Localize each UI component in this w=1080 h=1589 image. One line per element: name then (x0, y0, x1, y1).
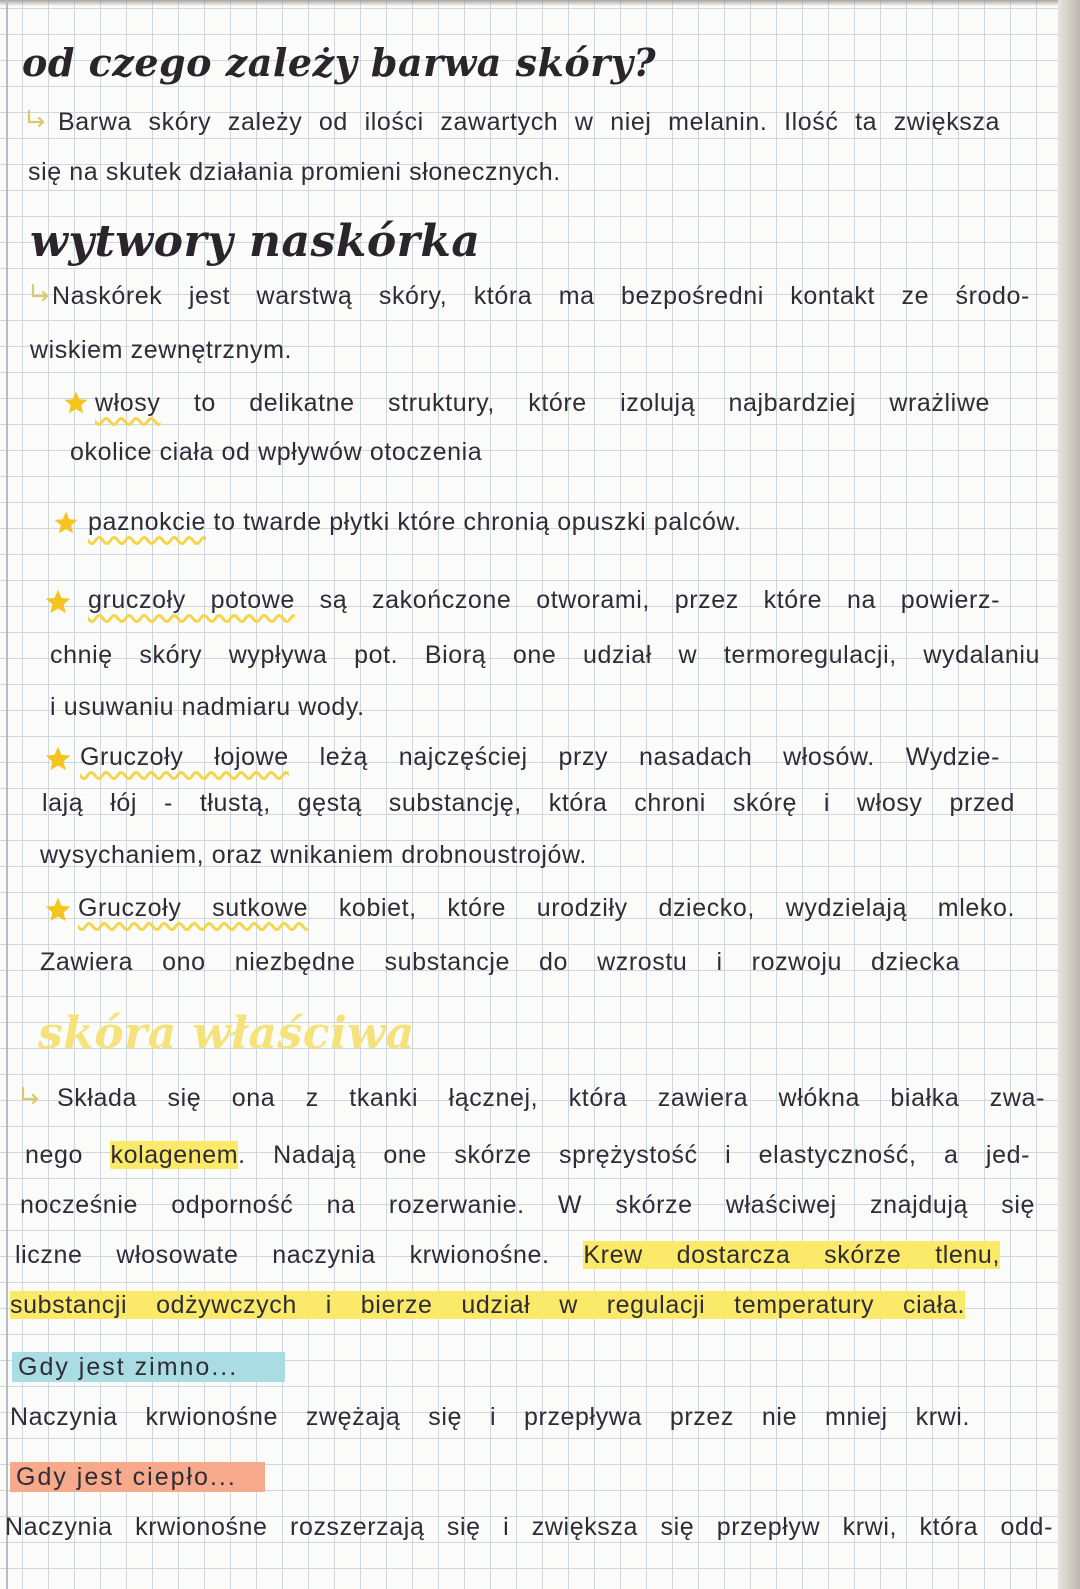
term-sebaceous-glands: Gruczoły łojowe (80, 743, 289, 771)
paragraph-line (10, 1290, 965, 1320)
list-item (78, 893, 1015, 923)
paragraph-line: Składa się ona z tkanki łącznej, która zawiera włókna białka zwa- (57, 1084, 1045, 1112)
text-segment: . Nadają one skórze sprężystość i elastyczność, a jed- (238, 1141, 1031, 1169)
term-hair: włosy (95, 389, 161, 417)
warm-label: Gdy jest ciepło... (10, 1462, 265, 1492)
item-text: są zakończone otworami, przez które na powierz- (294, 586, 1000, 614)
paper-right-edge (1058, 0, 1080, 1589)
paper-top-edge (0, 0, 1080, 6)
paragraph-line: się na skutek działania promieni słonecznych. (28, 158, 561, 186)
paragraph-line (25, 1140, 1030, 1170)
paragraph-line: wiskiem zewnętrznym. (30, 336, 293, 364)
star-bullet-icon (63, 390, 89, 416)
warm-label-row (10, 1462, 265, 1492)
term-mammary-glands: Gruczoły sutkowe (78, 894, 309, 922)
heading-skin-color: od czego zależy barwa skóry? (22, 40, 657, 85)
item-continuation: i usuwaniu nadmiaru wody. (50, 693, 365, 721)
heading-dermis: skóra właściwa (38, 1008, 415, 1059)
star-bullet-icon (44, 745, 72, 773)
item-continuation: okolice ciała od wpływów otoczenia (70, 438, 483, 466)
paragraph-line (15, 1240, 1000, 1270)
item-text: leżą najczęściej przy nasadach włosów. Wydzie- (288, 743, 1000, 771)
list-item (88, 585, 1000, 615)
paragraph-line: nocześnie odporność na rozerwanie. W skórze właściwej znajdują się (20, 1191, 1035, 1219)
star-bullet-icon (44, 896, 72, 924)
cold-label-row (12, 1352, 285, 1382)
item-text: to delikatne struktury, które izolują najbardziej wrażliwe (160, 389, 990, 417)
arrow-icon (18, 1085, 42, 1109)
arrow-icon (28, 282, 52, 306)
item-continuation: chnię skóry wypływa pot. Biorą one udział w termoregulacji, wydalaniu (50, 641, 1040, 669)
item-continuation: wysychaniem, oraz wnikaniem drobnoustrojów. (40, 841, 587, 869)
list-item (95, 388, 990, 418)
item-continuation: Zawiera ono niezbędne substancje do wzrostu i rozwoju dziecka (40, 948, 960, 976)
list-item (80, 742, 1000, 772)
warm-text: Naczynia krwionośne rozszerzają się i zwiększa się przepływ krwi, która odd- (5, 1513, 1053, 1541)
item-text: to twarde płytki które chronią opuszki palców. (205, 508, 742, 536)
paper-left-edge (6, 0, 8, 1589)
cold-label: Gdy jest zimno... (12, 1352, 285, 1382)
paragraph-line: Barwa skóry zależy od ilości zawartych w niej melanin. Ilość ta zwiększa (58, 108, 1000, 136)
item-continuation: lają łój - tłustą, gęstą substancję, która chroni skórę i włosy przed (42, 789, 1015, 817)
highlight-collagen: kolagenem (110, 1141, 239, 1169)
highlight-blood-role: substancji odżywczych i bierze udział w regulacji temperatury ciała. (10, 1291, 965, 1319)
item-text: kobiet, które urodziły dziecko, wydzielają mleko. (308, 894, 1016, 922)
star-bullet-icon (53, 510, 79, 536)
text-segment: liczne włosowate naczynia krwionośne. (15, 1241, 584, 1269)
list-item (88, 507, 741, 537)
star-bullet-icon (44, 588, 72, 616)
arrow-icon (24, 108, 48, 132)
cold-text: Naczynia krwionośne zwężają się i przepływa przez nie mniej krwi. (10, 1403, 970, 1431)
paragraph-line: Naskórek jest warstwą skóry, która ma bezpośredni kontakt ze środo- (52, 282, 1030, 310)
term-sweat-glands: gruczoły potowe (88, 586, 295, 614)
heading-epidermis: wytwory naskórka (30, 216, 481, 267)
text-segment: nego (25, 1141, 111, 1169)
highlight-blood-role: Krew dostarcza skórze tlenu, (583, 1241, 1000, 1269)
term-nails: paznokcie (88, 508, 206, 536)
